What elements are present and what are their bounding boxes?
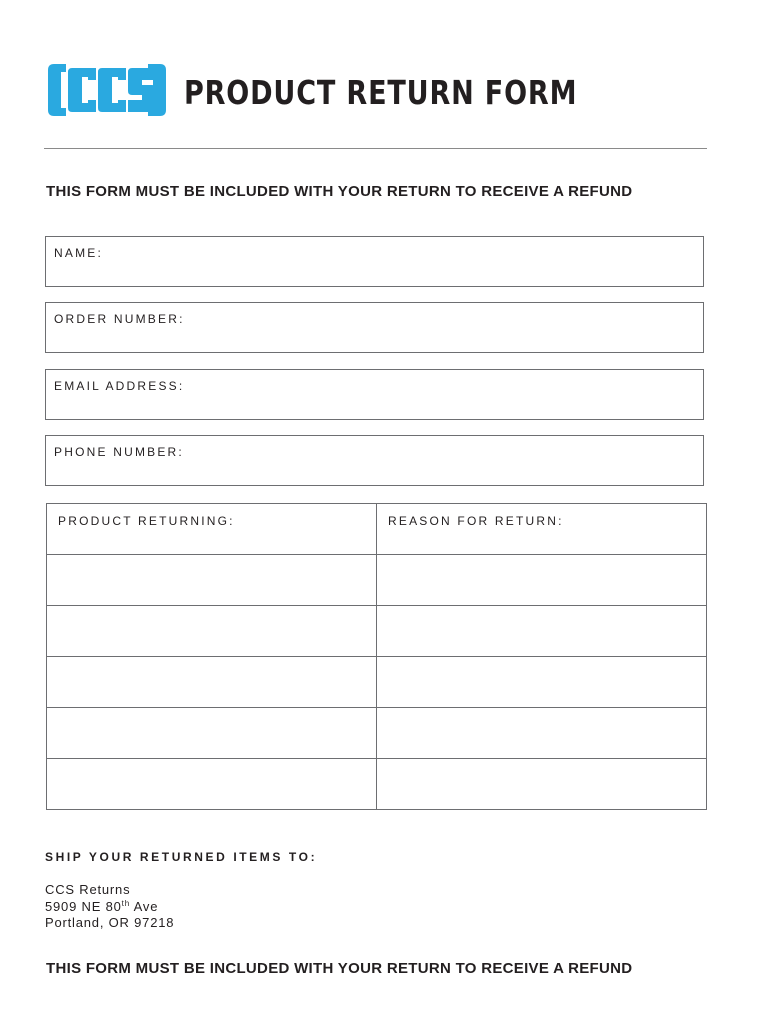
product-returning-label: PRODUCT RETURNING: [58, 514, 235, 528]
refund-notice-top: THIS FORM MUST BE INCLUDED WITH YOUR RETURN TO RECEIVE A REFUND [46, 183, 633, 200]
column-header-product [47, 504, 377, 555]
table-header-row [47, 504, 707, 555]
column-header-reason [377, 504, 707, 555]
form-header [44, 58, 664, 122]
reason-for-return-label: REASON FOR RETURN: [388, 514, 564, 528]
ccs-logo [44, 58, 170, 122]
phone-number-field[interactable] [45, 435, 704, 486]
table-row [47, 657, 707, 708]
order-number-field[interactable] [45, 302, 704, 353]
reason-cell[interactable] [377, 657, 707, 708]
address-company: CCS Returns [45, 882, 131, 897]
reason-cell[interactable] [377, 759, 707, 810]
phone-number-label: PHONE NUMBER: [54, 445, 184, 459]
table-row [47, 708, 707, 759]
product-cell[interactable] [47, 657, 377, 708]
address-street-type: Ave [133, 898, 159, 914]
name-label: NAME: [54, 246, 104, 260]
form-title: PRODUCT RETURN FORM [184, 72, 578, 112]
product-cell[interactable] [47, 759, 377, 810]
header-divider [44, 148, 707, 149]
shipping-heading: SHIP YOUR RETURNED ITEMS TO: [45, 850, 318, 864]
refund-notice-bottom: THIS FORM MUST BE INCLUDED WITH YOUR RETURN TO RECEIVE A REFUND [46, 960, 633, 977]
address-street-suffix: th [121, 898, 130, 908]
reason-cell[interactable] [377, 555, 707, 606]
address-street [45, 899, 174, 916]
returns-table [46, 503, 707, 810]
name-field[interactable] [45, 236, 704, 287]
table-row [47, 555, 707, 606]
email-address-field[interactable] [45, 369, 704, 420]
table-row [47, 606, 707, 657]
product-cell[interactable] [47, 555, 377, 606]
email-address-label: EMAIL ADDRESS: [54, 379, 185, 393]
table-row [47, 759, 707, 810]
address-city: Portland, OR 97218 [45, 915, 175, 930]
order-number-label: ORDER NUMBER: [54, 312, 185, 326]
reason-cell[interactable] [377, 606, 707, 657]
address-street-number: 5909 NE 80 [45, 898, 122, 914]
reason-cell[interactable] [377, 708, 707, 759]
return-address [45, 882, 174, 932]
product-cell[interactable] [47, 606, 377, 657]
product-cell[interactable] [47, 708, 377, 759]
